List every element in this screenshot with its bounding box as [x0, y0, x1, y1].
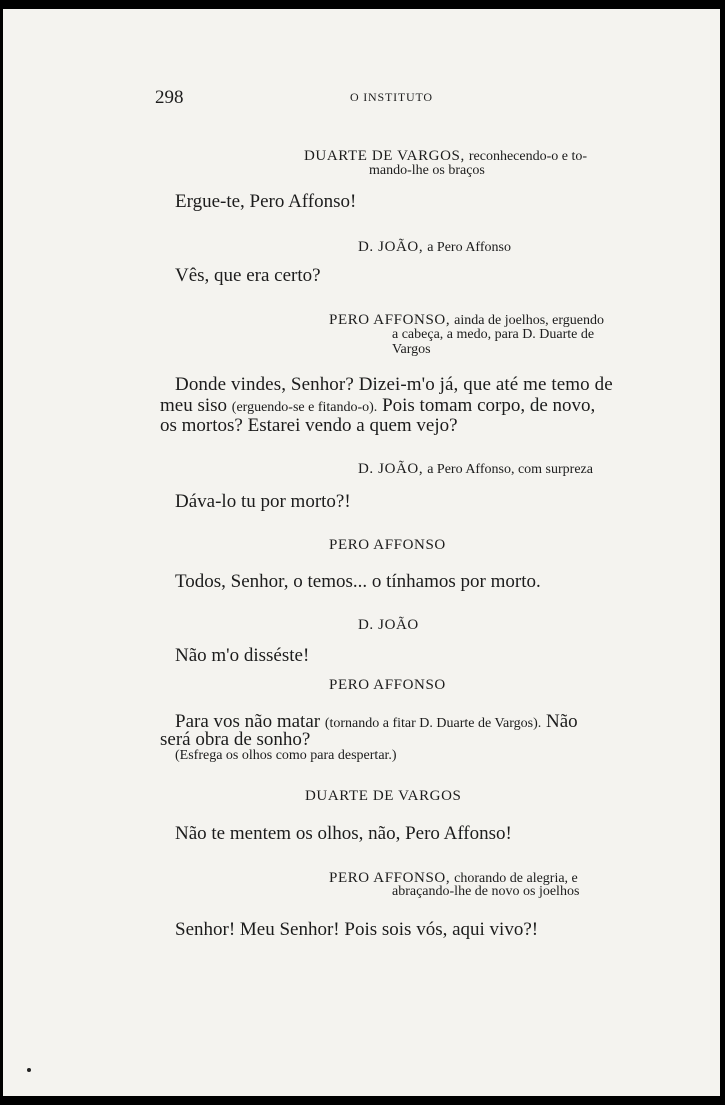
- speech-line: Ergue-te, Pero Affonso!: [175, 191, 357, 212]
- speaker-heading: DUARTE DE VARGOS: [305, 788, 462, 804]
- book-page: [3, 9, 720, 1096]
- speech-line: Não te mentem os olhos, não, Pero Affonso!: [175, 823, 512, 844]
- speaker-heading: DUARTE DE VARGOS, reconhecendo-o e to-: [304, 148, 588, 164]
- speech-line: Dáva-lo tu por morto?!: [175, 491, 351, 512]
- speech-line: Não m'o dissésteǃ: [175, 645, 310, 666]
- speech-line: os mortos? Estarei vendo a quem vejo?: [160, 415, 458, 436]
- speaker-heading: PERO AFFONSO, chorando de alegria, e: [329, 870, 578, 886]
- speech-line: Vês, que era certo?: [175, 265, 321, 286]
- speech-line: Senhor! Meu Senhor! Pois sois vós, aqui vivo?!: [175, 919, 539, 940]
- stage-direction: mando-lhe os braços: [369, 163, 485, 178]
- page-number: 298: [155, 87, 184, 108]
- speech-line: Donde vindes, Senhor? Dizei-m'o já, que até me temo de: [175, 374, 613, 395]
- speech-line: será obra de sonho?: [160, 729, 311, 750]
- speech-line: Todos, Senhor, o temos... o tínhamos por morto.: [175, 571, 541, 592]
- speaker-heading: PERO AFFONSO: [329, 677, 446, 693]
- stage-direction: (Esfrega os olhos como para despertar.): [175, 748, 397, 763]
- speaker-heading: D. JOÃO, a Pero Affonso, com surpreza: [358, 461, 593, 477]
- speech-line: Para vos não matar (tornando a fitar D. Duarte de Vargos). Não: [175, 711, 578, 732]
- stage-direction: abraçando-lhe de novo os joelhos: [392, 884, 580, 899]
- speaker-heading: D. JOÃO: [358, 617, 419, 633]
- speaker-heading: PERO AFFONSO, ainda de joelhos, erguendo: [329, 312, 604, 328]
- stage-direction: a cabeça, a medo, para D. Duarte de: [392, 327, 595, 342]
- stage-direction: Vargos: [392, 342, 431, 357]
- scan-speck: [27, 1068, 31, 1072]
- speaker-heading: D. JOÃO, a Pero Affonso: [358, 239, 511, 255]
- running-title: O INSTITUTO: [350, 90, 433, 104]
- speaker-heading: PERO AFFONSO: [329, 537, 446, 553]
- speech-line: meu siso (erguendo-se e fitando-o). Pois tomam corpo, de novo,: [160, 395, 596, 416]
